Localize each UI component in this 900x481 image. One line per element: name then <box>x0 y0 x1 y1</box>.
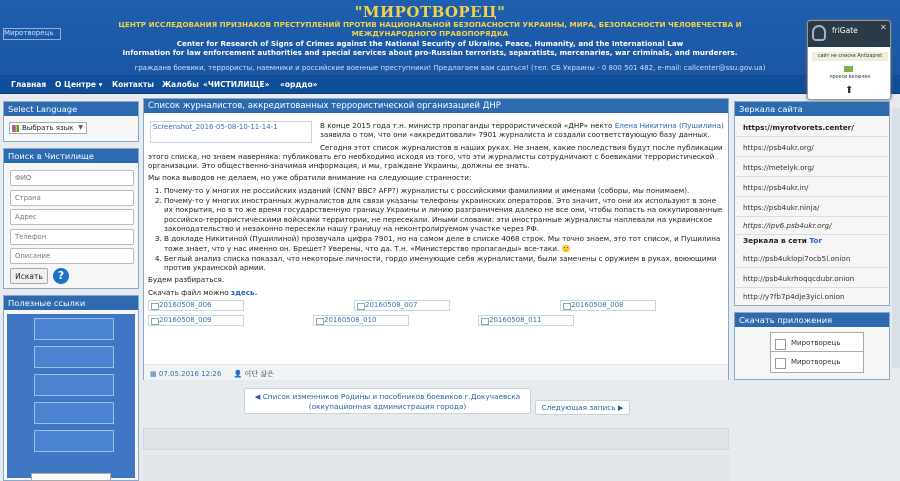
useful-link-banner[interactable] <box>34 430 114 452</box>
mirror-link[interactable]: https://myrotvorets.center/ <box>735 117 889 137</box>
reasons-list <box>164 186 724 273</box>
article-body <box>148 121 724 328</box>
nikitina-link[interactable]: Елена Никитина (Пушилина) <box>614 121 724 130</box>
site-subtitle-ua: ЦЕНТР ИССЛЕДОВАНИЯ ПРИЗНАКОВ ПРЕСТУПЛЕНИЙ ПРОТИВ НАЦИОНАЛЬНОЙ БЕЗОПАСНОСТИ УКРАИНЫ, МИРА, БЕЗОПАСНОСТИ ЧЕЛОВЕЧЕСТВА И МЕЖДУНАРОДНОГО ПРАВОПОРЯДКА <box>118 20 742 38</box>
marquee-banner: гражданв боевики, террористы, наемники и российские военные преступники! Предлагаем вам сдаться! (тел. СБ Украины - 0 800 501 482, e-mail: callcenter@ssu.gov.ua) <box>134 64 766 72</box>
comments-area-lower <box>143 455 729 481</box>
chevron-down-icon: ▼ <box>78 124 83 131</box>
gallery-row <box>148 300 724 313</box>
site-header <box>0 0 900 75</box>
search-description-input[interactable] <box>10 248 134 264</box>
useful-link-banner[interactable] <box>34 346 114 368</box>
nav-complaints[interactable]: Жалобы <box>162 80 199 89</box>
mirror-link[interactable]: https://ipv6.psb4ukr.org/ <box>735 215 889 235</box>
article-panel <box>143 98 729 380</box>
calendar-icon: ▦ <box>150 370 157 378</box>
gallery-image[interactable]: 20160508_009 <box>148 315 244 326</box>
tor-mirror-link[interactable]: http://psb4uklopi7ocb5l.onion <box>735 248 889 268</box>
search-panel <box>3 148 139 289</box>
mirrors-panel <box>734 101 890 306</box>
nav-about[interactable]: О Центре ▾ <box>55 80 103 89</box>
site-subtitle-en-1: Center for Research of Signs of Crimes against the National Security of Ukraine, Peace, Humanity, and the International Law <box>176 39 684 48</box>
side-panel-edge <box>892 108 900 368</box>
nav-purgatory[interactable]: «ЧИСТИЛИЩЕ» <box>203 80 270 89</box>
useful-links-title: Полезные ссылки <box>4 296 138 310</box>
comments-area <box>143 428 729 450</box>
previous-post-link[interactable]: ◀ Список изменников Родины и пособников боевиков г.Докучаевска (оккупационная администрация города) <box>244 388 531 414</box>
post-author[interactable] <box>234 370 274 378</box>
frigate-extension-popup <box>807 20 891 100</box>
mirror-link[interactable]: https://psb4ukr.ninja/ <box>735 197 889 217</box>
nav-orddo[interactable]: «орддо» <box>280 80 318 89</box>
download-text: Скачать файл можно <box>148 287 231 297</box>
app-download-badge[interactable]: Миротворець <box>770 351 864 373</box>
site-title: "МИРОТВОРЕЦ" <box>354 3 506 21</box>
tor-mirror-link[interactable]: http://psb4ukrhoqqcdubr.onion <box>735 268 889 288</box>
search-address-input[interactable] <box>10 209 134 225</box>
apps-panel <box>734 312 890 380</box>
next-post-link[interactable]: Следующая запись ▶ <box>535 400 630 415</box>
list-item: 2. Почему-то у многих иностранных журналистов для связи указаны телефоны украинских операторов. Это значит, что они их используют в зоне их покрытия, но в то же время государственную границу Украины и линию разграничения далеко не все они, чтобы попасть на оккупированные российско-террористическими войсками территории, не пересекали. Иными словами: эти иностранные журналисты наплевали на украинское законодательство и незаконно пересекли нашу границу на неконтролируемом участке через РФ. <box>164 196 724 233</box>
list-item: 3. В докладе Никитиной (Пушилиной) прозвучала цифра 7901, но на самом деле в списке 4068 строк. Мы точно знаем, это тот список, и Пушилина тоже знает, что у нас именно он. Брешет? Уверены, что да. Т.н. «Министерство пропаганды» все-таки. 🙂 <box>164 234 724 253</box>
tor-mirrors-heading: Зеркала в сети Tor <box>743 236 822 245</box>
useful-links-panel <box>3 295 139 481</box>
search-panel-title: Поиск в Чистилище <box>4 149 138 163</box>
useful-link-banner[interactable] <box>31 473 111 481</box>
language-select-value: Выбрать язык <box>22 124 74 132</box>
download-paragraph <box>148 288 724 297</box>
mirror-link[interactable]: https://psb4ukr.org/ <box>735 137 889 157</box>
gallery-image[interactable]: 20160508_008 <box>560 300 656 311</box>
article-paragraph: Будем разбираться. <box>148 275 225 285</box>
search-phone-input[interactable] <box>10 229 134 245</box>
paragraph-text: заявила о том, что они «аккредитовали» 7901 журналиста и создали соответствующую базу данных. <box>320 130 710 140</box>
gallery-image[interactable]: 20160508_011 <box>478 315 574 326</box>
language-panel <box>3 101 139 142</box>
post-date[interactable]: 07.05.2016 12:26 <box>158 370 222 378</box>
frigate-proxy-status: прокси включен <box>829 75 871 80</box>
article-paragraph: Мы пока выводов не делаем, но уже обратили внимание на следующие странности: <box>148 173 472 183</box>
mirror-link[interactable]: https://psb4ukr.in/ <box>735 177 889 197</box>
frigate-arrow-icon[interactable]: ⬆ <box>845 85 854 96</box>
nav-contacts[interactable]: Контакты <box>112 80 155 89</box>
main-navbar <box>0 75 900 94</box>
language-panel-title: Select Language <box>4 102 138 116</box>
help-icon[interactable]: ? <box>53 268 69 284</box>
language-select[interactable] <box>9 122 87 134</box>
site-logo[interactable]: Миротворець <box>3 28 61 40</box>
paragraph-text: В конце 2015 года т.н. министр пропаганды террористической «ДНР» некто <box>320 121 615 130</box>
google-translate-icon <box>12 125 19 132</box>
frigate-header <box>808 21 890 47</box>
useful-link-banner[interactable] <box>34 402 114 424</box>
list-item: 4. Беглый анализ списка показал, что некоторые личности, гордо именующие себя журналистами, были замечены с оружием в руках, воюющими против украинской армии. <box>164 254 724 273</box>
frigate-list-status[interactable]: сайт не списке Antizapret <box>812 52 888 61</box>
gallery-image[interactable]: 20160508_010 <box>313 315 409 326</box>
article-title[interactable]: Список журналистов, аккредитованных террористической организацией ДНР <box>144 99 728 113</box>
author-name[interactable]: 이단 삶은 <box>244 370 274 378</box>
search-country-input[interactable] <box>10 190 134 206</box>
tor-mirror-link[interactable]: http://y7fb7p4dje3yici.onion <box>743 292 845 301</box>
useful-link-banner[interactable] <box>34 318 114 340</box>
app-download-badge[interactable]: Миротворець <box>770 332 864 358</box>
mirror-link[interactable]: https://metelyk.org/ <box>735 157 889 177</box>
close-icon[interactable]: ✕ <box>880 23 887 32</box>
gallery-image[interactable]: 20160508_006 <box>148 300 244 311</box>
mirrors-title: Зеркала сайта <box>735 102 889 116</box>
list-item: 1. Почему-то у многих не российских изданий (CNN? BBC? AFP?) журналисты с российскими фамилиями и именами (соборы, мы понимаем). <box>164 186 724 195</box>
post-meta <box>144 364 728 380</box>
article-paragraph: Сегодня этот список журналистов в наших руках. Не знаем, какие последствия будут после публикации этого списка, но знаем наверняка: публиковать его необходимо исходя из того, что эти журналисты сотрудничают с боевиками террористической организации. Это общественно-значимая информация, и мы, граждане Украины, должны ее знать. <box>148 142 723 171</box>
frigate-logo-icon <box>812 25 826 41</box>
user-icon: 👤 <box>233 370 243 378</box>
nav-home[interactable]: Главная <box>11 80 47 89</box>
apps-title: Скачать приложения <box>735 313 889 327</box>
search-name-input[interactable] <box>10 170 134 186</box>
useful-link-banner[interactable] <box>34 374 114 396</box>
gallery-row <box>148 315 724 328</box>
gallery-image[interactable]: 20160508_007 <box>354 300 450 311</box>
search-button[interactable]: Искать <box>10 268 48 284</box>
site-subtitle-en-2: Information for law enforcement authorities and special services about pro-Russian terrorists, separatists, mercenaries, war criminals, and murderers. <box>122 48 738 57</box>
article-screenshot-image[interactable]: Screenshot_2016-05-08-10-11-14-1 <box>150 121 312 143</box>
download-link[interactable]: здесь. <box>230 287 258 297</box>
useful-links-list <box>7 314 135 478</box>
proxy-toggle-icon[interactable] <box>844 66 853 72</box>
frigate-title: friGate <box>832 26 858 35</box>
